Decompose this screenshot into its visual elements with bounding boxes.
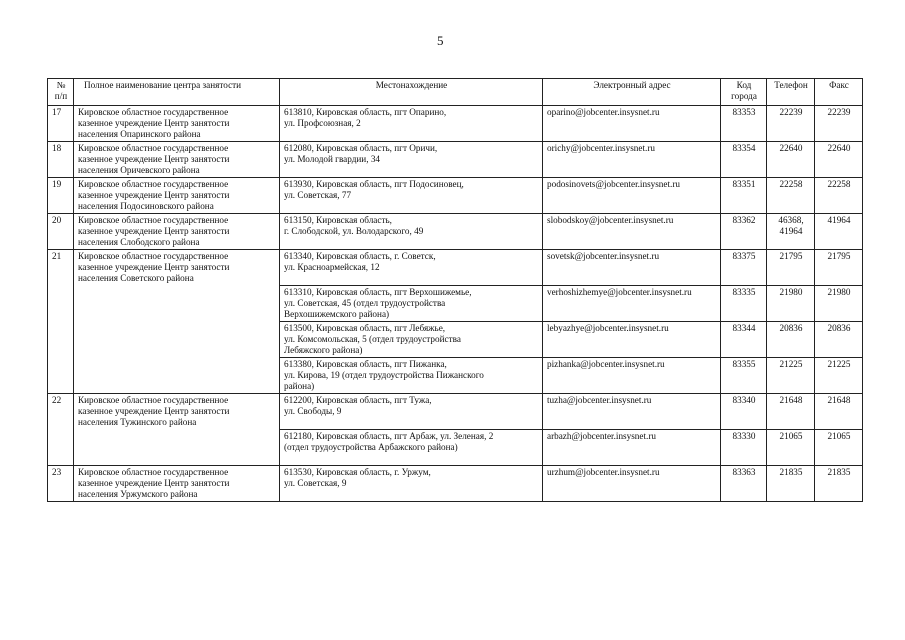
cell-location-line: 613810, Кировская область, пгт Опарино, <box>284 107 447 117</box>
cell-fax: 22258 <box>815 178 863 214</box>
table-row <box>48 214 863 250</box>
cell-fax: 21795 <box>815 250 863 286</box>
cell-phone <box>767 430 815 466</box>
cell-phone-line: 41964 <box>779 226 803 236</box>
cell-location <box>280 430 543 466</box>
cell-center-name-line: населения Тужинского района <box>78 417 197 427</box>
cell-location-line: 612180, Кировская область, пгт Арбаж, ул. Зеленая, 2 <box>284 431 494 441</box>
cell-location <box>280 214 543 250</box>
cell-center-name-line: казенное учреждение Центр занятости <box>78 262 230 272</box>
cell-center-name <box>74 178 280 214</box>
cell-location-line: ул. Красноармейская, 12 <box>284 262 380 272</box>
cell-email: sovetsk@jobcenter.insysnet.ru <box>543 250 721 286</box>
cell-phone <box>767 322 815 358</box>
table-row <box>48 142 863 178</box>
cell-number: 18 <box>48 142 74 178</box>
cell-city-code: 83355 <box>721 358 767 394</box>
table-row <box>48 466 863 502</box>
cell-location-line: 612080, Кировская область, пгт Оричи, <box>284 143 438 153</box>
cell-location <box>280 250 543 286</box>
cell-center-name-line: казенное учреждение Центр занятости <box>78 118 230 128</box>
cell-center-name-line: Кировское областное государственное <box>78 467 229 477</box>
cell-location-line: района) <box>284 381 315 391</box>
cell-number: 23 <box>48 466 74 502</box>
cell-email: tuzha@jobcenter.insysnet.ru <box>543 394 721 430</box>
cell-location-line: ул. Молодой гвардии, 34 <box>284 154 381 164</box>
cell-phone <box>767 142 815 178</box>
cell-location-line: Верхошижемского района) <box>284 309 390 319</box>
cell-phone-line: 21980 <box>779 287 803 297</box>
cell-location-line: 613500, Кировская область, пгт Лебяжье, <box>284 323 446 333</box>
cell-fax: 22640 <box>815 142 863 178</box>
cell-number: 17 <box>48 106 74 142</box>
cell-location-line: (отдел трудоустройства Арбажского района) <box>284 442 458 452</box>
cell-city-code: 83330 <box>721 430 767 466</box>
cell-location <box>280 394 543 430</box>
cell-number: 19 <box>48 178 74 214</box>
cell-city-code: 83354 <box>721 142 767 178</box>
header-email: Электронный адрес <box>543 79 721 106</box>
cell-phone <box>767 250 815 286</box>
cell-phone-line: 21065 <box>779 431 803 441</box>
cell-email: lebyazhye@jobcenter.insysnet.ru <box>543 322 721 358</box>
cell-location-line: 613380, Кировская область, пгт Пижанка, <box>284 359 447 369</box>
cell-location-line: ул. Советская, 77 <box>284 190 352 200</box>
cell-fax: 21648 <box>815 394 863 430</box>
cell-number: 21 <box>48 250 74 394</box>
cell-email: podosinovets@jobcenter.insysnet.ru <box>543 178 721 214</box>
cell-phone-line: 21225 <box>779 359 803 369</box>
cell-city-code: 83375 <box>721 250 767 286</box>
employment-centers-table <box>47 78 863 502</box>
header-phone: Телефон <box>767 79 815 106</box>
header-code: Код города <box>721 79 767 106</box>
cell-location-line: Лебяжского района) <box>284 345 363 355</box>
table-row <box>48 394 863 430</box>
cell-city-code: 83351 <box>721 178 767 214</box>
cell-phone-line: 22239 <box>779 107 803 117</box>
cell-center-name-line: казенное учреждение Центр занятости <box>78 190 230 200</box>
cell-city-code: 83363 <box>721 466 767 502</box>
table-row <box>48 106 863 142</box>
cell-fax: 20836 <box>815 322 863 358</box>
cell-center-name-line: населения Уржумского района <box>78 489 198 499</box>
cell-fax: 41964 <box>815 214 863 250</box>
cell-location-line: ул. Советская, 45 (отдел трудоустройства <box>284 298 446 308</box>
cell-center-name-line: населения Подосиновского района <box>78 201 214 211</box>
cell-location-line: ул. Профсоюзная, 2 <box>284 118 361 128</box>
cell-email: pizhanka@jobcenter.insysnet.ru <box>543 358 721 394</box>
cell-location <box>280 106 543 142</box>
cell-location <box>280 142 543 178</box>
cell-city-code: 83340 <box>721 394 767 430</box>
cell-center-name-line: населения Оричевского района <box>78 165 200 175</box>
cell-location <box>280 178 543 214</box>
cell-city-code: 83335 <box>721 286 767 322</box>
cell-center-name-line: Кировское областное государственное <box>78 215 229 225</box>
cell-email: oparino@jobcenter.insysnet.ru <box>543 106 721 142</box>
cell-fax: 21980 <box>815 286 863 322</box>
header-name: Полное наименование центра занятости <box>74 79 280 106</box>
cell-phone-line: 21795 <box>779 251 803 261</box>
cell-number: 20 <box>48 214 74 250</box>
cell-center-name-line: Кировское областное государственное <box>78 395 229 405</box>
cell-fax: 21225 <box>815 358 863 394</box>
cell-location-line: ул. Свободы, 9 <box>284 406 342 416</box>
cell-center-name-line: казенное учреждение Центр занятости <box>78 406 230 416</box>
table-header-row <box>48 79 863 106</box>
cell-phone <box>767 358 815 394</box>
cell-phone <box>767 394 815 430</box>
cell-fax: 21065 <box>815 430 863 466</box>
cell-center-name <box>74 250 280 394</box>
header-num: № п/п <box>48 79 74 106</box>
cell-phone-line: 20836 <box>779 323 803 333</box>
cell-location <box>280 466 543 502</box>
cell-fax: 21835 <box>815 466 863 502</box>
cell-location-line: ул. Кирова, 19 (отдел трудоустройства Пижанского <box>284 370 484 380</box>
cell-phone-line: 21648 <box>779 395 803 405</box>
cell-city-code: 83362 <box>721 214 767 250</box>
cell-center-name <box>74 106 280 142</box>
cell-center-name-line: населения Опаринского района <box>78 129 201 139</box>
cell-city-code: 83353 <box>721 106 767 142</box>
header-fax: Факс <box>815 79 863 106</box>
cell-location-line: 613930, Кировская область, пгт Подосиновец, <box>284 179 464 189</box>
cell-center-name-line: Кировское областное государственное <box>78 107 229 117</box>
header-location: Местонахождение <box>280 79 543 106</box>
cell-center-name <box>74 466 280 502</box>
cell-phone <box>767 214 815 250</box>
cell-phone-line: 21835 <box>779 467 803 477</box>
cell-email: orichy@jobcenter.insysnet.ru <box>543 142 721 178</box>
cell-phone <box>767 286 815 322</box>
cell-phone-line: 22258 <box>779 179 803 189</box>
cell-location <box>280 358 543 394</box>
page-number: 5 <box>437 33 444 48</box>
cell-location-line: 613310, Кировская область, пгт Верхошижемье, <box>284 287 472 297</box>
cell-location-line: 612200, Кировская область, пгт Тужа, <box>284 395 432 405</box>
cell-email: arbazh@jobcenter.insysnet.ru <box>543 430 721 466</box>
cell-phone-line: 46368, <box>778 215 804 225</box>
cell-phone <box>767 106 815 142</box>
cell-location <box>280 286 543 322</box>
cell-center-name <box>74 394 280 466</box>
cell-center-name-line: населения Слободского района <box>78 237 200 247</box>
cell-phone <box>767 178 815 214</box>
cell-center-name-line: населения Советского района <box>78 273 194 283</box>
cell-center-name-line: казенное учреждение Центр занятости <box>78 154 230 164</box>
cell-email: slobodskoy@jobcenter.insysnet.ru <box>543 214 721 250</box>
cell-email: urzhum@jobcenter.insysnet.ru <box>543 466 721 502</box>
cell-fax: 22239 <box>815 106 863 142</box>
cell-city-code: 83344 <box>721 322 767 358</box>
cell-location-line: 613530, Кировская область, г. Уржум, <box>284 467 431 477</box>
cell-center-name <box>74 214 280 250</box>
cell-number: 22 <box>48 394 74 466</box>
table-body <box>48 106 863 502</box>
cell-email: verhoshizhemye@jobcenter.insysnet.ru <box>543 286 721 322</box>
cell-phone <box>767 466 815 502</box>
cell-location-line: 613150, Кировская область, <box>284 215 392 225</box>
table-row <box>48 250 863 286</box>
cell-location-line: 613340, Кировская область, г. Советск, <box>284 251 436 261</box>
cell-location-line: ул. Советская, 9 <box>284 478 347 488</box>
cell-location-line: ул. Комсомольская, 5 (отдел трудоустройства <box>284 334 461 344</box>
cell-location-line: г. Слободской, ул. Володарского, 49 <box>284 226 424 236</box>
table-row <box>48 178 863 214</box>
cell-location <box>280 322 543 358</box>
cell-center-name-line: Кировское областное государственное <box>78 179 229 189</box>
cell-phone-line: 22640 <box>779 143 803 153</box>
cell-center-name-line: казенное учреждение Центр занятости <box>78 478 230 488</box>
cell-center-name <box>74 142 280 178</box>
cell-center-name-line: Кировское областное государственное <box>78 143 229 153</box>
cell-center-name-line: казенное учреждение Центр занятости <box>78 226 230 236</box>
cell-center-name-line: Кировское областное государственное <box>78 251 229 261</box>
